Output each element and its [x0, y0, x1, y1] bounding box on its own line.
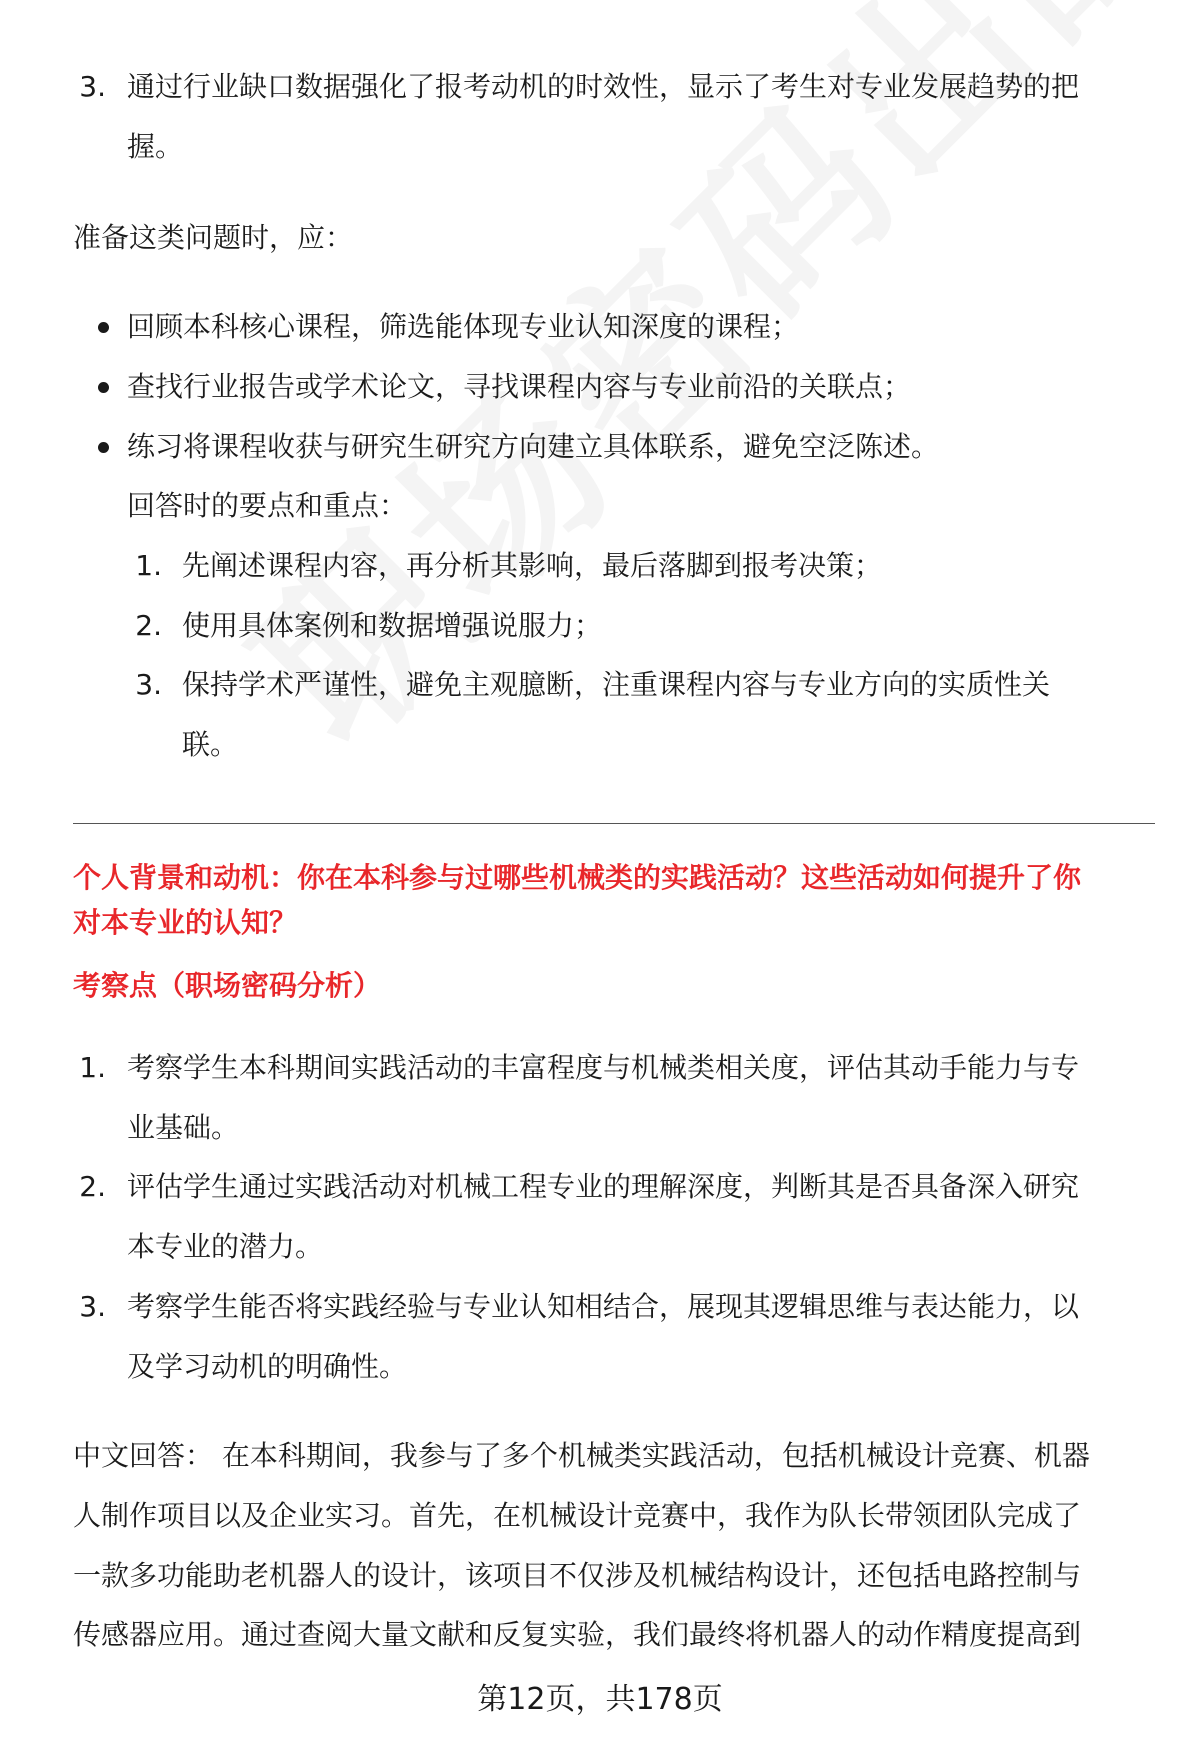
answer-line: 一款多功能助老机器人的设计，该项目不仅涉及机械结构设计，还包括电路控制与 [73, 1559, 1082, 1592]
list-number: 2. [135, 609, 162, 642]
question-heading-line2: 对本专业的认知？ [73, 906, 298, 939]
list-text: 考察学生能否将实践经验与专业认知相结合，展现其逻辑思维与表达能力，以 [127, 1290, 1080, 1323]
list-text: 握。 [127, 130, 184, 163]
list-text: 先阐述课程内容，再分析其影响，最后落脚到报考决策； [182, 549, 883, 582]
list-text: 使用具体案例和数据增强说服力； [182, 609, 603, 642]
answer-points-label-text: 回答时的要点和重点： [127, 489, 408, 522]
list-number: 1. [135, 549, 162, 582]
answer-line: 传感器应用。通过查阅大量文献和反复实验，我们最终将机器人的动作精度提高到 [73, 1618, 1082, 1651]
list-text: 考察学生本科期间实践活动的丰富程度与机械类相关度，评估其动手能力与专 [127, 1051, 1080, 1084]
list-text: 保持学术严谨性，避免主观臆断，注重课程内容与专业方向的实质性关 [182, 668, 1051, 701]
answer-line: 人制作项目以及企业实习。首先，在机械设计竞赛中，我作为队长带领团队完成了 [73, 1499, 1082, 1532]
list-number: 1. [79, 1051, 106, 1084]
list-number: 3. [79, 70, 106, 103]
prep-intro: 准备这类问题时，应： [73, 221, 354, 254]
bullet-text: 练习将课程收获与研究生研究方向建立具体联系，避免空泛陈述。 [127, 430, 940, 463]
bullet-dot-icon [98, 322, 109, 333]
list-text: 及学习动机的明确性。 [127, 1350, 408, 1383]
inspect-heading: 考察点（职场密码分析） [73, 969, 382, 1002]
list-text: 通过行业缺口数据强化了报考动机的时效性，显示了考生对专业发展趋势的把 [127, 70, 1080, 103]
answer-line: 中文回答： 在本科期间，我参与了多个机械类实践活动，包括机械设计竞赛、机器 [73, 1439, 1090, 1472]
list-text: 评估学生通过实践活动对机械工程专业的理解深度，判断其是否具备深入研究 [127, 1170, 1080, 1203]
list-number: 3. [135, 668, 162, 701]
bullet-dot-icon [98, 442, 109, 453]
list-number: 3. [79, 1290, 106, 1323]
list-text: 本专业的潜力。 [127, 1230, 324, 1263]
section-divider [73, 823, 1155, 824]
list-text: 业基础。 [127, 1111, 240, 1144]
page-number-footer: 第12页，共178页 [477, 1682, 723, 1717]
bullet-dot-icon [98, 382, 109, 393]
list-text: 联。 [182, 728, 239, 761]
list-number: 2. [79, 1170, 106, 1203]
bullet-text: 回顾本科核心课程，筛选能体现专业认知深度的课程； [127, 310, 800, 343]
question-heading-line1: 个人背景和动机：你在本科参与过哪些机械类的实践活动？这些活动如何提升了你 [73, 861, 1082, 894]
bullet-text: 查找行业报告或学术论文，寻找课程内容与专业前沿的关联点； [127, 370, 912, 403]
